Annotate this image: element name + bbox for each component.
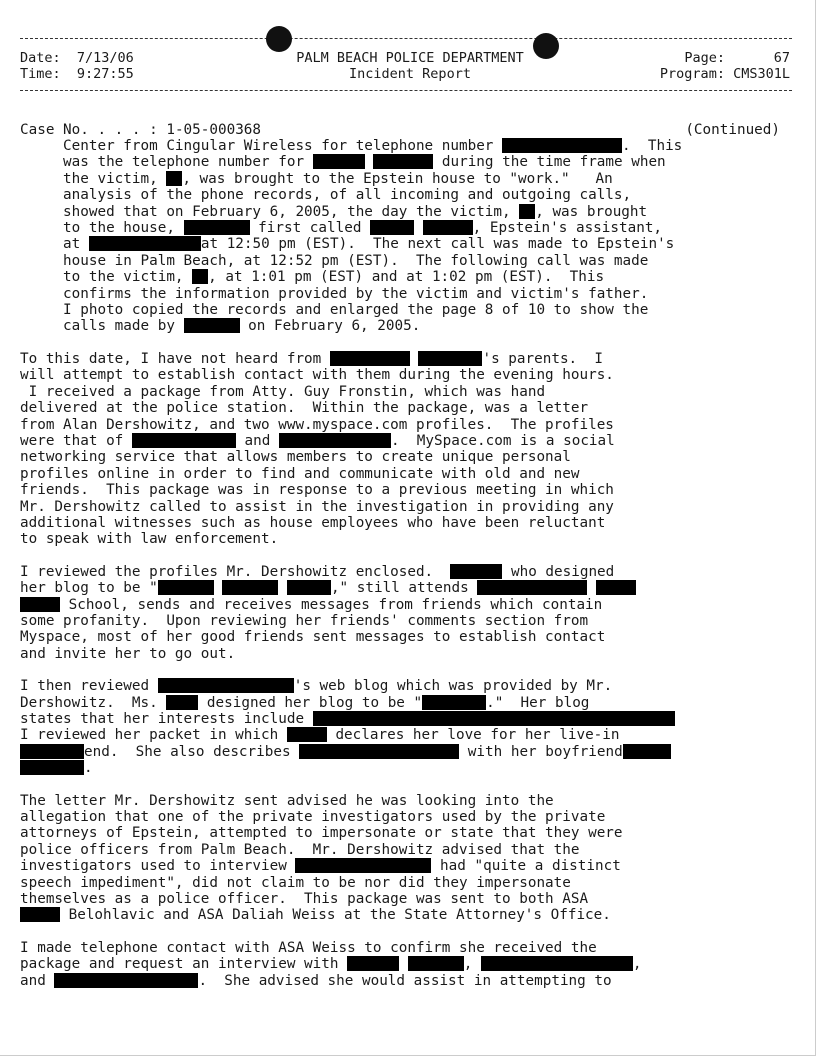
text-segment: The letter Mr. Dershowitz sent advised he was looking into the	[20, 792, 554, 809]
redaction-bar	[477, 580, 587, 595]
text-line	[20, 318, 760, 334]
text-segment: allegation that one of the private investigators used by the private	[20, 809, 606, 826]
text-line	[20, 220, 760, 236]
text-segment: investigators used to interview	[20, 858, 296, 875]
text-segment: Dershowitz. Ms.	[20, 694, 167, 711]
text-line	[20, 695, 760, 711]
text-segment: to the victim,	[20, 269, 193, 286]
text-segment: analysis of the phone records, of all incoming and outgoing calls,	[20, 187, 632, 204]
text-line	[20, 564, 760, 580]
text-line	[20, 613, 760, 629]
redaction-bar	[422, 695, 486, 710]
redaction-bar	[184, 318, 240, 333]
text-segment: I photo copied the records and enlarged the page 8 of 10 to show the	[20, 302, 649, 319]
text-segment: I reviewed her packet in which	[20, 727, 287, 744]
text-segment: and	[235, 432, 279, 449]
text-segment: . She advised she would assist in attempting to	[198, 972, 612, 989]
text-segment: I then reviewed	[20, 678, 158, 695]
text-segment: speech impediment", did not claim to be nor did they impersonate	[20, 874, 571, 891]
page-number: 67	[773, 50, 790, 66]
redaction-bar	[20, 907, 60, 922]
text-segment: I reviewed the profiles Mr. Dershowitz enclosed.	[20, 563, 451, 580]
text-segment: on February 6, 2005.	[239, 318, 421, 335]
punch-hole-left-icon	[266, 26, 292, 52]
text-segment: calls made by	[20, 318, 184, 335]
text-segment: house in Palm Beach, at 12:52 pm (EST). The following call was made	[20, 252, 649, 269]
text-segment: , was brought to the Epstein house to "work." An	[182, 170, 613, 187]
redaction-bar	[373, 154, 433, 169]
redaction-bar	[222, 580, 278, 595]
redaction-bar	[596, 580, 636, 595]
redaction-bar	[166, 171, 182, 186]
text-segment: confirms the information provided by the victim and victim's father.	[20, 285, 649, 302]
text-segment: designed her blog to be "	[198, 694, 423, 711]
text-segment	[414, 220, 423, 236]
text-segment: . This	[622, 138, 683, 154]
text-line	[20, 597, 760, 613]
time-label: Time:	[20, 66, 61, 82]
case-number: 1-05-000368	[166, 122, 262, 138]
header-bottom-rule	[20, 90, 792, 91]
text-line	[20, 433, 760, 449]
redaction-bar	[330, 351, 410, 366]
text-segment: , Epstein's assistant,	[472, 220, 663, 237]
text-line	[20, 629, 760, 645]
text-segment: I received a package from Atty. Guy Fronstin, which was hand	[20, 383, 546, 400]
text-segment: will attempt to establish contact with them during the evening hours.	[20, 367, 614, 384]
text-line	[20, 940, 760, 956]
text-segment: profiles online in order to find and communicate with old and new	[20, 465, 580, 482]
text-segment: networking service that allows members to create unique personal	[20, 449, 571, 466]
redaction-bar	[408, 956, 464, 971]
text-line	[20, 351, 760, 367]
text-line	[20, 269, 760, 285]
redaction-bar	[158, 678, 294, 693]
redaction-bar	[287, 580, 331, 595]
text-segment: her blog to be "	[20, 580, 158, 597]
program-label: Program:	[659, 66, 725, 82]
text-line	[20, 171, 760, 187]
text-line	[20, 858, 760, 874]
redaction-bar	[20, 597, 60, 612]
program-code: CMS301L	[733, 66, 790, 82]
text-segment: end. She also describes	[84, 743, 300, 760]
text-segment: 's web blog which was provided by Mr.	[293, 678, 613, 695]
text-line	[20, 302, 760, 318]
text-segment: declares her love for her live-in	[326, 727, 620, 744]
redaction-bar	[132, 433, 236, 448]
text-line	[20, 744, 760, 760]
text-line	[20, 466, 760, 482]
redaction-bar	[502, 138, 622, 153]
text-segment: additional witnesses such as house employees who have been reluctant	[20, 514, 606, 531]
text-segment: package and request an interview with	[20, 956, 348, 973]
redaction-bar	[519, 204, 535, 219]
text-line	[20, 842, 760, 858]
text-segment: .	[84, 760, 93, 777]
text-segment: the victim,	[20, 170, 167, 187]
report-time: 9:27:55	[76, 66, 134, 82]
redaction-bar	[54, 973, 198, 988]
text-segment: , was brought	[535, 203, 648, 220]
text-segment: and	[20, 972, 55, 989]
text-line	[20, 727, 760, 743]
text-line	[20, 515, 760, 531]
text-segment: first called	[249, 220, 371, 237]
redaction-bar	[287, 727, 327, 742]
text-segment: . MySpace.com is a social	[390, 432, 615, 449]
redaction-bar	[20, 760, 84, 775]
text-segment: Center from Cingular Wireless for telephone number	[20, 138, 503, 154]
text-line	[20, 253, 760, 269]
redaction-bar	[370, 220, 414, 235]
text-line	[20, 499, 760, 515]
paragraph	[20, 138, 760, 335]
redaction-bar	[89, 236, 201, 251]
text-line	[20, 187, 760, 203]
text-line	[20, 809, 760, 825]
text-segment: to the house,	[20, 220, 184, 237]
redaction-bar	[481, 956, 633, 971]
report-date: 7/13/06	[76, 50, 134, 66]
text-segment: Mr. Dershowitz called to assist in the investigation in providing any	[20, 498, 614, 515]
paragraph	[20, 351, 760, 548]
redaction-bar	[313, 154, 365, 169]
redaction-bar	[450, 564, 502, 579]
text-segment: states that her interests include	[20, 711, 313, 727]
text-line	[20, 825, 760, 841]
text-line	[20, 793, 760, 809]
text-segment: delivered at the police station. Within the package, was a letter	[20, 400, 589, 417]
paragraph	[20, 940, 760, 989]
text-line	[20, 400, 760, 416]
text-line	[20, 449, 760, 465]
date-line	[20, 50, 134, 66]
redaction-bar	[418, 351, 482, 366]
text-segment: 's parents. I	[482, 350, 603, 367]
text-line	[20, 580, 760, 596]
redaction-bar	[313, 711, 675, 726]
redaction-bar	[295, 858, 431, 873]
paragraph	[20, 678, 760, 776]
text-segment: , at 1:01 pm (EST) and at 1:02 pm (EST). This	[208, 269, 605, 286]
redaction-bar	[20, 744, 84, 759]
text-segment: at 12:50 pm (EST). The next call was made to Epstein's	[200, 236, 675, 253]
text-segment: ,	[632, 956, 642, 973]
text-segment	[410, 351, 419, 367]
text-segment: attorneys of Epstein, attempted to impersonate or state that they were	[20, 825, 623, 842]
redaction-bar	[299, 744, 459, 759]
text-line	[20, 138, 760, 154]
text-line	[20, 646, 760, 662]
text-segment: with her boyfriend	[459, 743, 623, 760]
report-type: Incident Report	[349, 66, 471, 82]
text-line	[20, 875, 760, 891]
time-line	[20, 66, 134, 82]
redaction-bar	[347, 956, 399, 971]
text-segment: from Alan Dershowitz, and two www.myspace.com profiles. The profiles	[20, 416, 614, 433]
text-segment: to speak with law enforcement.	[20, 531, 279, 548]
text-segment: police officers from Palm Beach. Mr. Dershowitz advised that the	[20, 841, 580, 858]
text-segment: showed that on February 6, 2005, the day the victim,	[20, 203, 520, 220]
text-segment	[278, 580, 287, 596]
text-line	[20, 417, 760, 433]
text-segment: some profanity. Upon reviewing her friends' comments section from	[20, 612, 589, 629]
text-segment: friends. This package was in response to a previous meeting in which	[20, 482, 614, 499]
page-number-line	[590, 50, 790, 66]
text-segment: School, sends and receives messages from friends which contain	[60, 596, 603, 613]
text-segment	[365, 154, 374, 170]
redaction-bar	[158, 580, 214, 595]
text-line	[20, 891, 760, 907]
report-body	[20, 138, 760, 1005]
text-line	[20, 711, 760, 727]
redaction-bar	[279, 433, 391, 448]
text-line	[20, 482, 760, 498]
text-line	[20, 204, 760, 220]
continued-marker: (Continued)	[685, 122, 780, 138]
case-number-line	[20, 122, 780, 138]
text-line	[20, 384, 760, 400]
text-line	[20, 236, 760, 252]
header-top-rule	[20, 38, 792, 39]
paragraph	[20, 564, 760, 662]
text-segment	[214, 580, 223, 596]
text-line	[20, 678, 760, 694]
text-segment	[399, 956, 408, 972]
page-label: Page:	[684, 50, 725, 66]
redaction-bar	[423, 220, 473, 235]
redaction-bar	[192, 269, 208, 284]
text-segment: during the time frame when	[433, 154, 666, 171]
text-segment: Myspace, most of her good friends sent messages to establish contact	[20, 629, 606, 646]
text-segment: ." Her blog	[486, 694, 590, 711]
text-line	[20, 531, 760, 547]
text-segment: themselves as a police officer. This package was sent to both ASA	[20, 891, 589, 908]
text-segment: ,	[463, 956, 481, 973]
text-segment: To this date, I have not heard from	[20, 350, 330, 367]
text-line	[20, 907, 760, 923]
program-line	[590, 66, 790, 82]
redaction-bar	[623, 744, 671, 759]
text-line	[20, 367, 760, 383]
redaction-bar	[166, 695, 198, 710]
date-label: Date:	[20, 50, 61, 66]
text-segment: were that of	[20, 432, 132, 449]
text-segment: had "quite a distinct	[431, 858, 621, 875]
case-label: Case No. . . . :	[20, 122, 158, 138]
text-segment: and invite her to go out.	[20, 645, 236, 662]
paragraph	[20, 793, 760, 924]
text-segment: was the telephone number for	[20, 154, 313, 171]
text-segment: ," still attends	[330, 580, 478, 597]
text-line	[20, 956, 760, 972]
text-segment: Belohlavic and ASA Daliah Weiss at the State Attorney's Office.	[60, 907, 611, 924]
text-segment: who designed	[502, 563, 615, 580]
text-segment: at	[20, 236, 89, 253]
text-segment	[587, 580, 596, 596]
text-line	[20, 154, 760, 170]
redaction-bar	[184, 220, 250, 235]
text-line	[20, 973, 760, 989]
text-line	[20, 760, 760, 776]
department-name: PALM BEACH POLICE DEPARTMENT	[296, 50, 524, 66]
text-segment: I made telephone contact with ASA Weiss to confirm she received the	[20, 939, 597, 956]
text-line	[20, 286, 760, 302]
